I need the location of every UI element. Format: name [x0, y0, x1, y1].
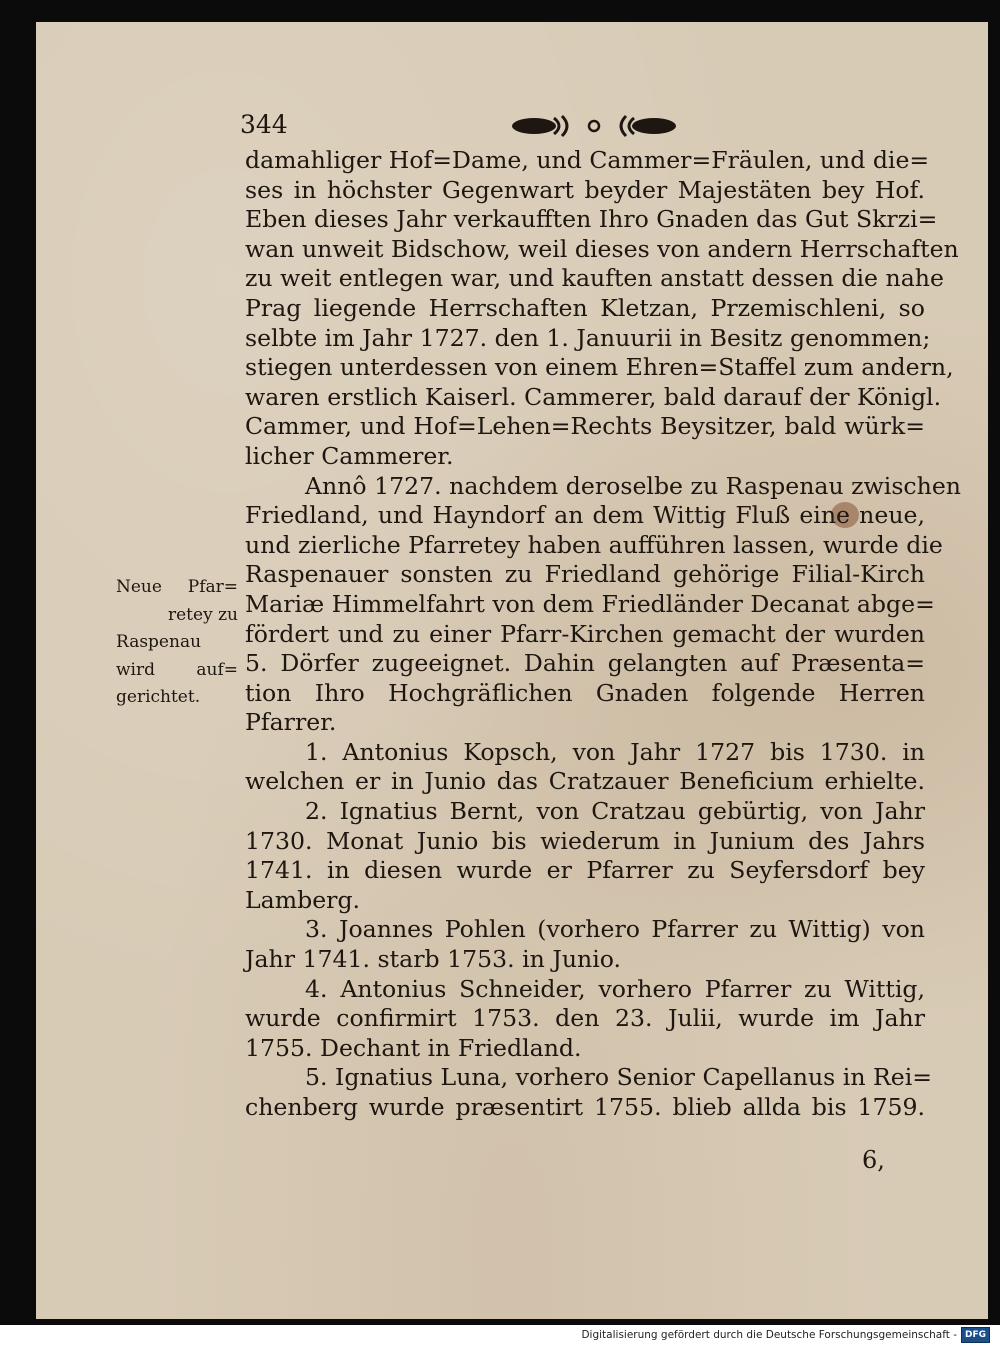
text-line: chenberg wurde præsentirt 1755. blieb allda bis 1759. [245, 1093, 925, 1121]
text-line: ses in höchster Gegenwart beyder Majestäten bey Hof. [245, 175, 925, 204]
margin-note-line: retey zu [168, 604, 238, 625]
text-line: waren erstlich Kaiserl. Cammerer, bald darauf der Königl. [245, 382, 942, 411]
text-line: 5. Dörfer zugeeignet. Dahin gelangten auf Præsenta= [245, 649, 925, 678]
digitization-footer [0, 1325, 1000, 1345]
text-line: 1730. Monat Junio bis wiederum in Junium des Jahrs [245, 826, 925, 855]
text-line: 2. Ignatius Bernt, von Cratzau gebürtig, von Jahr [305, 797, 925, 826]
text-line: Annô 1727. nachdem deroselbe zu Raspenau zwischen [305, 471, 961, 500]
text-line: 1. Antonius Kopsch, von Jahr 1727 bis 1730. in [305, 737, 925, 766]
text-line: Friedland, und Hayndorf an dem Wittig Fluß eine neue, [245, 501, 925, 530]
footer-credit: Digitalisierung gefördert durch die Deutsche Forschungsgemeinschaft - [581, 1329, 957, 1341]
text-line: welchen er in Junio das Cratzauer Beneficium erhielte. [245, 767, 925, 796]
text-line: 3. Joannes Pohlen (vorhero Pfarrer zu Wittig) von [305, 915, 925, 944]
text-line: Raspenauer sonsten zu Friedland gehörige Filial-Kirch [245, 560, 925, 589]
text-line: 1741. in diesen wurde er Pfarrer zu Seyfersdorf bey [245, 856, 925, 885]
text-line: Mariæ Himmelfahrt von dem Friedländer Decanat abge= [245, 589, 935, 618]
text-line: und zierliche Pfarretey haben aufführen lassen, wurde die [245, 530, 943, 559]
page-body-text [245, 146, 961, 1123]
text-line: wurde confirmirt 1753. den 23. Julii, wurde im Jahr [245, 1004, 925, 1033]
margin-note-line: Neue Pfar= [116, 577, 238, 597]
margin-note [116, 574, 238, 712]
dfg-logo-icon: DFG [961, 1327, 990, 1343]
text-line: Prag liegende Herrschaften Kletzan, Przemischleni, so [245, 293, 925, 322]
text-line: damahliger Hof=Dame, und Cammer=Fräulen, und die= [245, 146, 930, 174]
text-line: 4. Antonius Schneider, vorhero Pfarrer zu Wittig, [305, 974, 925, 1003]
text-line: 1755. Dechant in Friedland. [245, 1033, 582, 1062]
text-line: tion Ihro Hochgräflichen Gnaden folgende Herren [245, 678, 925, 707]
page-number: 344 [240, 110, 288, 139]
text-line: wan unweit Bidschow, weil dieses von andern Herrschaften [245, 234, 959, 263]
margin-note-line: wird auf= [116, 659, 238, 680]
text-line: selbte im Jahr 1727. den 1. Januurii in Besitz genommen; [245, 323, 931, 352]
text-line: Lamberg. [245, 885, 361, 914]
text-line: licher Cammerer. [245, 441, 454, 470]
text-line: Jahr 1741. starb 1753. in Junio. [245, 945, 622, 974]
text-line: Pfarrer. [245, 708, 337, 737]
text-line: 5. Ignatius Luna, vorhero Senior Capellanus in Rei= [305, 1063, 933, 1092]
catchword: 6, [862, 1146, 885, 1174]
text-line: fördert und zu einer Pfarr-Kirchen gemacht der wurden [245, 619, 925, 648]
margin-note-line: Raspenau [116, 632, 202, 652]
text-line: stiegen unterdessen von einem Ehren=Staffel zum andern, [245, 353, 954, 382]
text-line: Eben dieses Jahr verkaufften Ihro Gnaden das Gut Skrzi= [245, 205, 938, 234]
ornament-icon [506, 112, 682, 140]
text-line: Cammer, und Hof=Lehen=Rechts Beysitzer, bald würk= [245, 412, 925, 441]
text-line: zu weit entlegen war, und kauften anstatt dessen die nahe [245, 264, 944, 293]
margin-note-line: gerichtet. [116, 687, 201, 707]
